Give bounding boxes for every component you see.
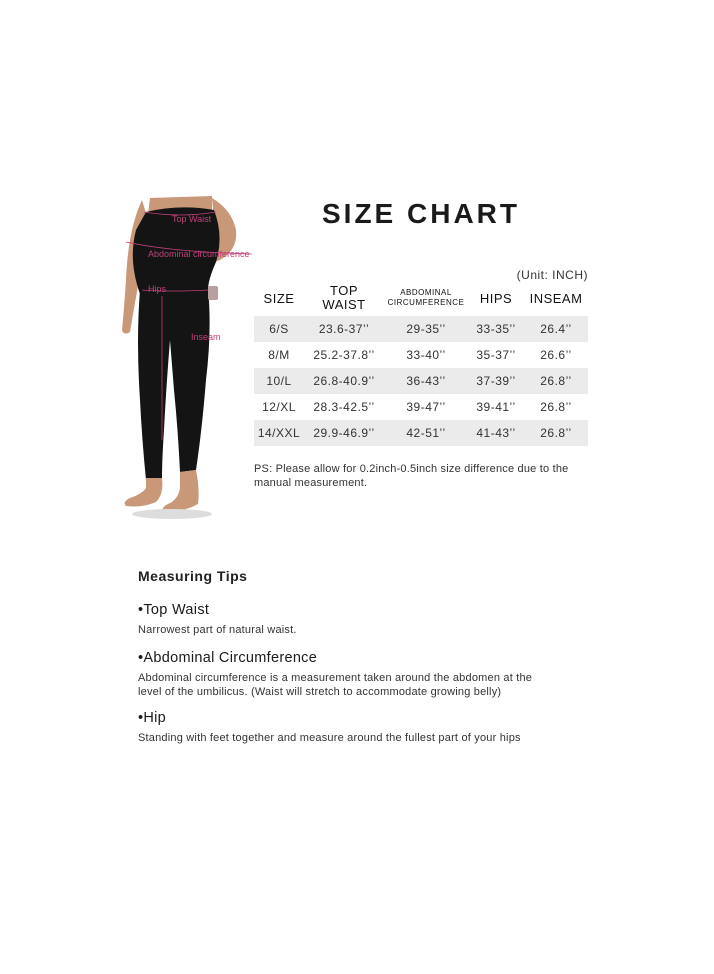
cell-size: 12/XL <box>262 400 296 414</box>
header-abdominal-line2: CIRCUMFERENCE <box>387 298 465 307</box>
cell-top-waist: 29.9-46.9’’ <box>304 420 384 446</box>
header-top-waist-line1: TOP <box>330 283 358 298</box>
header-abdominal <box>384 280 468 316</box>
table-row <box>254 368 588 394</box>
table-row <box>254 316 588 342</box>
cell-size: 6/S <box>254 316 304 342</box>
cell-inseam: 26.8’’ <box>524 420 588 446</box>
tip-text-abdominal-line2: level of the umbilicus. (Waist will stretch to accommodate growing belly) <box>138 686 502 698</box>
header-size: SIZE <box>263 290 295 306</box>
tip-heading-hip: •Hip <box>138 710 167 726</box>
cell-top-waist: 28.3-42.5’’ <box>313 400 375 414</box>
cell-inseam: 26.8’’ <box>524 368 588 394</box>
size-table <box>254 280 588 446</box>
cell-abdominal: 33-40’’ <box>406 348 446 362</box>
tip-text-abdominal <box>138 671 588 699</box>
size-table-header-row <box>254 280 588 316</box>
label-hips: Hips <box>148 284 167 294</box>
size-chart-title: SIZE CHART <box>322 198 520 229</box>
label-top-waist: Top Waist <box>172 214 212 224</box>
cell-hips: 35-37’’ <box>476 348 516 362</box>
cell-top-waist: 23.6-37’’ <box>304 316 384 342</box>
label-inseam: Inseam <box>191 332 221 342</box>
measurement-note <box>254 462 594 490</box>
cell-hips: 37-39’’ <box>468 368 524 394</box>
label-abdominal: Abdominal circumference <box>148 249 250 259</box>
cell-size: 14/XXL <box>254 420 304 446</box>
table-row <box>254 394 588 420</box>
cell-hips: 41-43’’ <box>468 420 524 446</box>
model-figure <box>112 190 262 525</box>
cell-size: 8/M <box>268 348 290 362</box>
cell-abdominal: 39-47’’ <box>406 400 446 414</box>
unit-label: (Unit: INCH) <box>516 268 588 282</box>
tip-text-hip: Standing with feet together and measure around the fullest part of your hips <box>138 732 521 744</box>
measurement-note-line2: manual measurement. <box>254 477 368 489</box>
tip-heading-top-waist: •Top Waist <box>138 602 210 618</box>
table-row <box>254 420 588 446</box>
header-top-waist <box>304 280 384 316</box>
cell-top-waist: 25.2-37.8’’ <box>313 348 375 362</box>
tip-text-abdominal-line1: Abdominal circumference is a measurement taken around the abdomen at the <box>138 672 533 684</box>
cell-inseam: 26.8’’ <box>540 400 572 414</box>
model-figure-illustration <box>112 190 262 525</box>
cell-abdominal: 29-35’’ <box>384 316 468 342</box>
cell-inseam: 26.6’’ <box>540 348 572 362</box>
tip-text-top-waist: Narrowest part of natural waist. <box>138 624 297 636</box>
measurement-note-line1: PS: Please allow for 0.2inch-0.5inch size difference due to the <box>254 463 569 475</box>
cell-abdominal: 42-51’’ <box>384 420 468 446</box>
table-row <box>254 342 588 368</box>
cell-abdominal: 36-43’’ <box>384 368 468 394</box>
cell-inseam: 26.4’’ <box>524 316 588 342</box>
header-abdominal-line1: ABDOMINAL <box>400 288 452 297</box>
cell-top-waist: 26.8-40.9’’ <box>304 368 384 394</box>
measuring-tips-title: Measuring Tips <box>138 568 248 584</box>
cell-size: 10/L <box>254 368 304 394</box>
cell-hips: 39-41’’ <box>476 400 516 414</box>
header-hips: HIPS <box>479 290 513 306</box>
header-top-waist-line2: WAIST <box>322 297 366 312</box>
cell-hips: 33-35’’ <box>468 316 524 342</box>
tip-heading-abdominal: •Abdominal Circumference <box>138 650 318 666</box>
header-inseam: INSEAM <box>529 290 583 306</box>
